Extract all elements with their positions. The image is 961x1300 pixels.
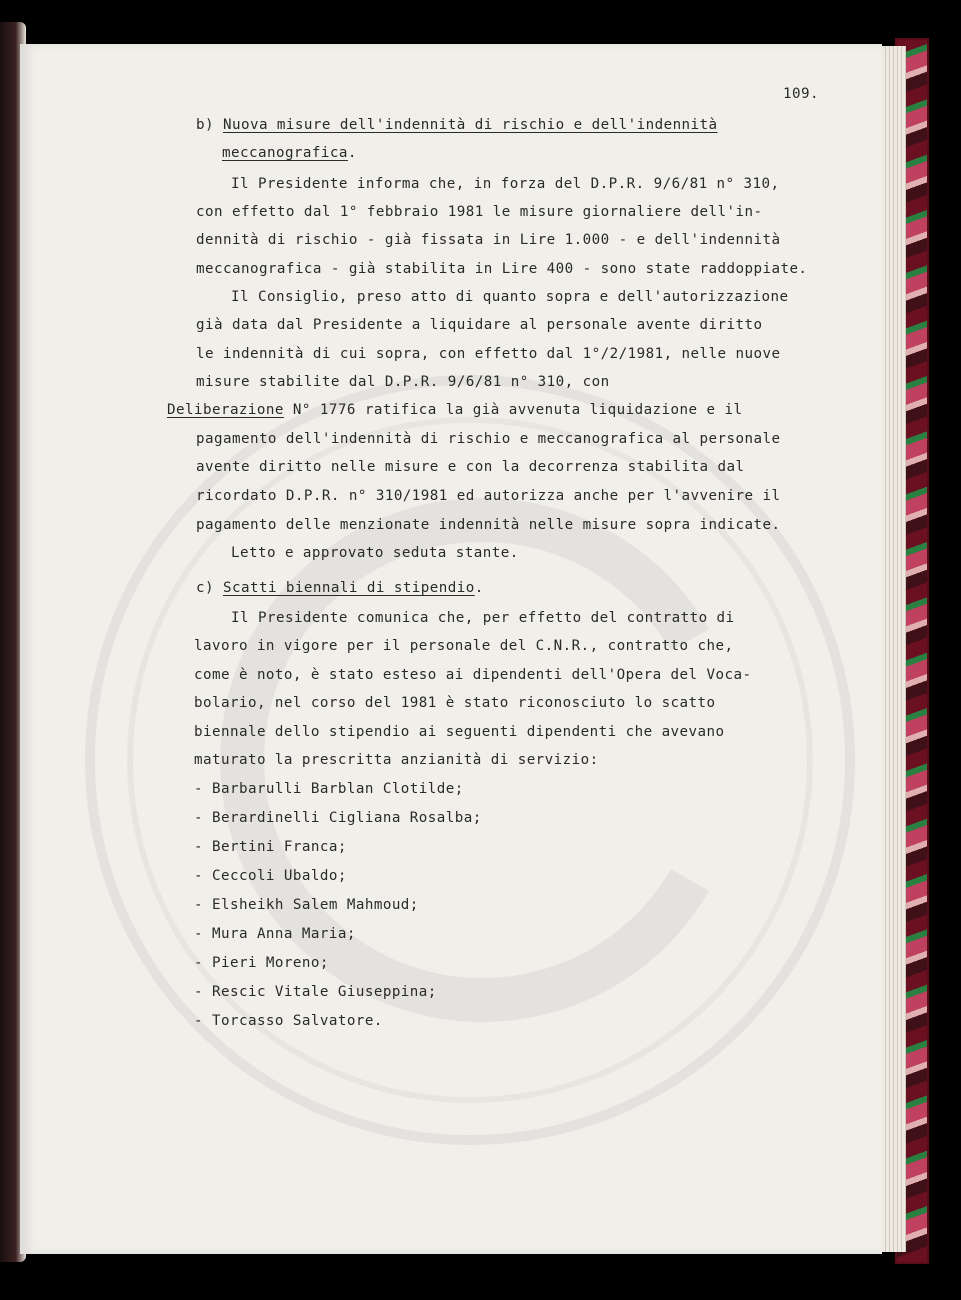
paragraph-line: Il Presidente informa che, in forza del D.P.R. 9/6/81 n° 310, bbox=[231, 176, 780, 192]
section-c-label: c) bbox=[196, 580, 214, 596]
employee-list-item: - Pieri Moreno; bbox=[194, 955, 329, 971]
paragraph-line: dennità di rischio - già fissata in Lire 1.000 - e dell'indennità bbox=[196, 232, 781, 248]
section-c-title-end: . bbox=[474, 580, 484, 596]
paragraph-line: bolario, nel corso del 1981 è stato riconosciuto lo scatto bbox=[194, 695, 716, 711]
paragraph-line: già data dal Presidente a liquidare al personale avente diritto bbox=[196, 317, 763, 333]
paragraph-line: lavoro in vigore per il personale del C.N.R., contratto che, bbox=[194, 638, 734, 654]
employee-list-item: - Mura Anna Maria; bbox=[194, 926, 356, 942]
section-b-label: b) bbox=[196, 117, 214, 133]
section-c-heading bbox=[196, 580, 484, 596]
deliberation-line bbox=[167, 402, 742, 418]
paragraph-line: biennale dello stipendio ai seguenti dipendenti che avevano bbox=[194, 724, 725, 740]
paragraph-line: meccanografica - già stabilita in Lire 400 - sono state raddoppiate. bbox=[196, 261, 808, 277]
employee-list-item: - Bertini Franca; bbox=[194, 839, 347, 855]
deliberation-text: N° 1776 ratifica la già avvenuta liquidazione e il bbox=[283, 402, 743, 418]
approval-line: Letto e approvato seduta stante. bbox=[231, 545, 519, 561]
paragraph-line: maturato la prescritta anzianità di servizio: bbox=[194, 752, 599, 768]
paragraph-line: avente diritto nelle misure e con la decorrenza stabilita dal bbox=[196, 459, 745, 475]
employee-list-item: - Torcasso Salvatore. bbox=[194, 1013, 383, 1029]
employee-list-item: - Elsheikh Salem Mahmoud; bbox=[194, 897, 419, 913]
paragraph-line: le indennità di cui sopra, con effetto dal 1°/2/1981, nelle nuove bbox=[196, 346, 781, 362]
section-b-title-line1: Nuova misure dell'indennità di rischio e dell'indennità bbox=[222, 117, 718, 133]
section-b-title-end: . bbox=[347, 145, 357, 161]
section-b-title-line2: meccanografica bbox=[222, 145, 348, 161]
deliberation-label: Deliberazione bbox=[167, 402, 284, 418]
paragraph-line: pagamento dell'indennità di rischio e meccanografica al personale bbox=[196, 431, 781, 447]
employee-list-item: - Barbarulli Barblan Clotilde; bbox=[194, 781, 464, 797]
employee-list-item: - Rescic Vitale Giuseppina; bbox=[194, 984, 437, 1000]
page-number: 109. bbox=[783, 86, 819, 102]
paragraph-line: misure stabilite dal D.P.R. 9/6/81 n° 310, con bbox=[196, 374, 610, 390]
paragraph-line: ricordato D.P.R. n° 310/1981 ed autorizza anche per l'avvenire il bbox=[196, 488, 781, 504]
paragraph-line: pagamento delle menzionate indennità nelle misure sopra indicate. bbox=[196, 517, 781, 533]
section-c-title: Scatti biennali di stipendio bbox=[222, 580, 475, 596]
paragraph-line: Il Consiglio, preso atto di quanto sopra e dell'autorizzazione bbox=[231, 289, 789, 305]
employee-list-item: - Berardinelli Cigliana Rosalba; bbox=[194, 810, 482, 826]
paragraph-line: Il Presidente comunica che, per effetto del contratto di bbox=[231, 610, 735, 626]
paragraph-line: con effetto dal 1° febbraio 1981 le misure giornaliere dell'in- bbox=[196, 204, 763, 220]
section-b-heading-line2 bbox=[222, 145, 357, 161]
section-b-heading-line1 bbox=[196, 117, 718, 133]
paragraph-line: come è noto, è stato esteso ai dipendenti dell'Opera del Voca- bbox=[194, 667, 752, 683]
employee-list-item: - Ceccoli Ubaldo; bbox=[194, 868, 347, 884]
